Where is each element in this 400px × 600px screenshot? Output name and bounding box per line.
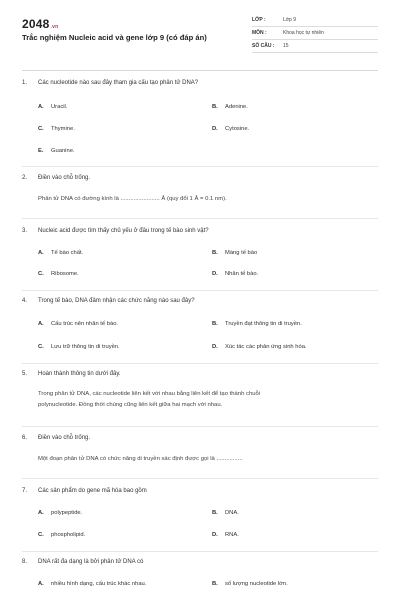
option-label: D. [212,271,218,277]
option-label: D. [212,532,218,538]
passage-text [38,389,373,410]
question-text: Hoàn thành thông tin dưới đây. [38,371,121,377]
option-c[interactable] [38,126,75,132]
question-text: Điền vào chỗ trống. [38,435,91,441]
meta-value: Khoa học tự nhiên [283,30,324,36]
question-divider [22,478,378,479]
option-text: Tế bào chất. [51,250,84,256]
question-number: 4. [22,298,28,304]
question-number: 7. [22,488,28,494]
option-text: Lưu trữ thông tin di truyền. [51,344,120,350]
option-label: A. [38,510,44,516]
header-divider [22,70,378,71]
option-a[interactable] [38,104,67,110]
option-label: B. [212,581,218,587]
option-label: C. [38,344,44,350]
option-d[interactable] [212,344,307,350]
option-text: Ribosome. [51,271,79,277]
option-text: Nhân tế bào. [225,271,259,277]
question-text: Trong tế bào, DNA đảm nhận các chức năng nào sau đây? [38,298,195,304]
question-divider [22,290,378,291]
question-divider [22,426,378,427]
logo-text: 2048 [22,17,50,31]
option-b[interactable] [212,321,302,327]
option-label: C. [38,271,44,277]
question-stem [22,488,147,494]
option-label: A. [38,250,44,256]
question-divider [22,551,378,552]
site-logo[interactable] [22,17,58,31]
option-label: B. [212,104,218,110]
page-title: Trắc nghiệm Nucleic acid và gene lớp 9 (có đáp án) [22,33,207,42]
option-label: C. [38,126,44,132]
option-a[interactable] [38,510,82,516]
option-b[interactable] [212,510,239,516]
option-text: Uracil. [51,104,68,110]
option-d[interactable] [212,532,239,538]
question-text: Các sản phẩm do gene mã hóa bao gồm [38,488,147,494]
option-text: số lượng nucleotide lớn. [225,581,288,587]
question-divider [22,363,378,364]
question-number: 6. [22,435,28,441]
option-text: RNA. [225,532,239,538]
option-text: Thymine. [51,126,75,132]
option-label: A. [38,581,44,587]
option-label: E. [38,148,44,154]
option-a[interactable] [38,581,146,587]
option-label: A. [38,104,44,110]
option-d[interactable] [212,126,249,132]
option-label: B. [212,250,218,256]
question-text: Các nucleotide nào sau đây tham gia cấu tạo phân tử DNA? [38,80,199,86]
option-text: Cytosine. [225,126,250,132]
option-text: nhiều hình dạng, cấu trúc khác nhau. [51,581,147,587]
option-label: D. [212,126,218,132]
fill-blank-text: Phân tử DNA có đường kính là ........................ Å (quy đổi 1 Å = 0.1 nm). [38,196,227,202]
option-d[interactable] [212,271,258,277]
option-label: C. [38,532,44,538]
option-text: polypeptide. [51,510,83,516]
option-text: Cấu trúc nên nhân tế bào. [51,321,119,327]
question-number: 1. [22,80,28,86]
option-text: Màng tế bào [225,250,258,256]
option-e[interactable] [38,148,75,154]
meta-row-subject [252,27,378,40]
passage-line: polynucleotide. Đồng thời chúng cũng liên kết giữa hai mạch với nhau. [38,401,223,408]
option-c[interactable] [38,271,79,277]
question-text: Nucleic acid được tìm thấy chủ yếu ở đâu trong tế bào sinh vật? [38,228,209,234]
passage-line: Trong phân tử DNA, các nucleotide liên kết với nhau bằng liên kết để tạo thành chuỗi [38,391,261,397]
option-text: phospholipid. [51,532,86,538]
option-text: Adenine. [225,104,248,110]
option-text: Truyền đạt thông tin di truyền. [225,321,302,327]
question-text: DNA rất đa dạng là bởi phân tử DNA có [38,559,144,565]
question-stem [22,435,90,441]
meta-row-class [252,14,378,27]
meta-value: Lớp 9 [283,17,297,23]
meta-key: SỐ CÂU : [252,43,275,49]
question-divider [22,166,378,167]
meta-key: LỚP : [252,17,266,23]
question-stem [22,559,143,565]
option-text: DNA. [225,510,239,516]
option-label: B. [212,321,218,327]
option-text: Xúc tác các phản ứng sinh hóa. [225,344,307,350]
option-a[interactable] [38,250,83,256]
question-number: 3. [22,228,28,234]
option-b[interactable] [212,581,288,587]
option-c[interactable] [38,344,120,350]
option-a[interactable] [38,321,118,327]
meta-info [252,14,378,53]
question-number: 5. [22,371,28,377]
question-stem [22,298,195,304]
meta-key: MÔN : [252,30,267,36]
option-b[interactable] [212,250,257,256]
logo-suffix: .vn [50,24,59,30]
option-label: D. [212,344,218,350]
option-label: B. [212,510,218,516]
option-b[interactable] [212,104,248,110]
option-label: A. [38,321,44,327]
meta-row-count [252,40,378,53]
meta-value: 15 [283,43,289,49]
question-divider [22,218,378,219]
question-text: Điền vào chỗ trống. [38,175,91,181]
question-number: 2. [22,175,28,181]
question-stem [22,228,209,234]
question-stem [22,80,198,86]
question-number: 8. [22,559,28,565]
option-c[interactable] [38,532,85,538]
question-stem [22,175,90,181]
question-stem [22,371,121,377]
fill-blank-text: Một đoạn phân tử DNA có chức năng di truyền xác định được gọi là ................ [38,456,243,462]
option-text: Guanine. [51,148,75,154]
